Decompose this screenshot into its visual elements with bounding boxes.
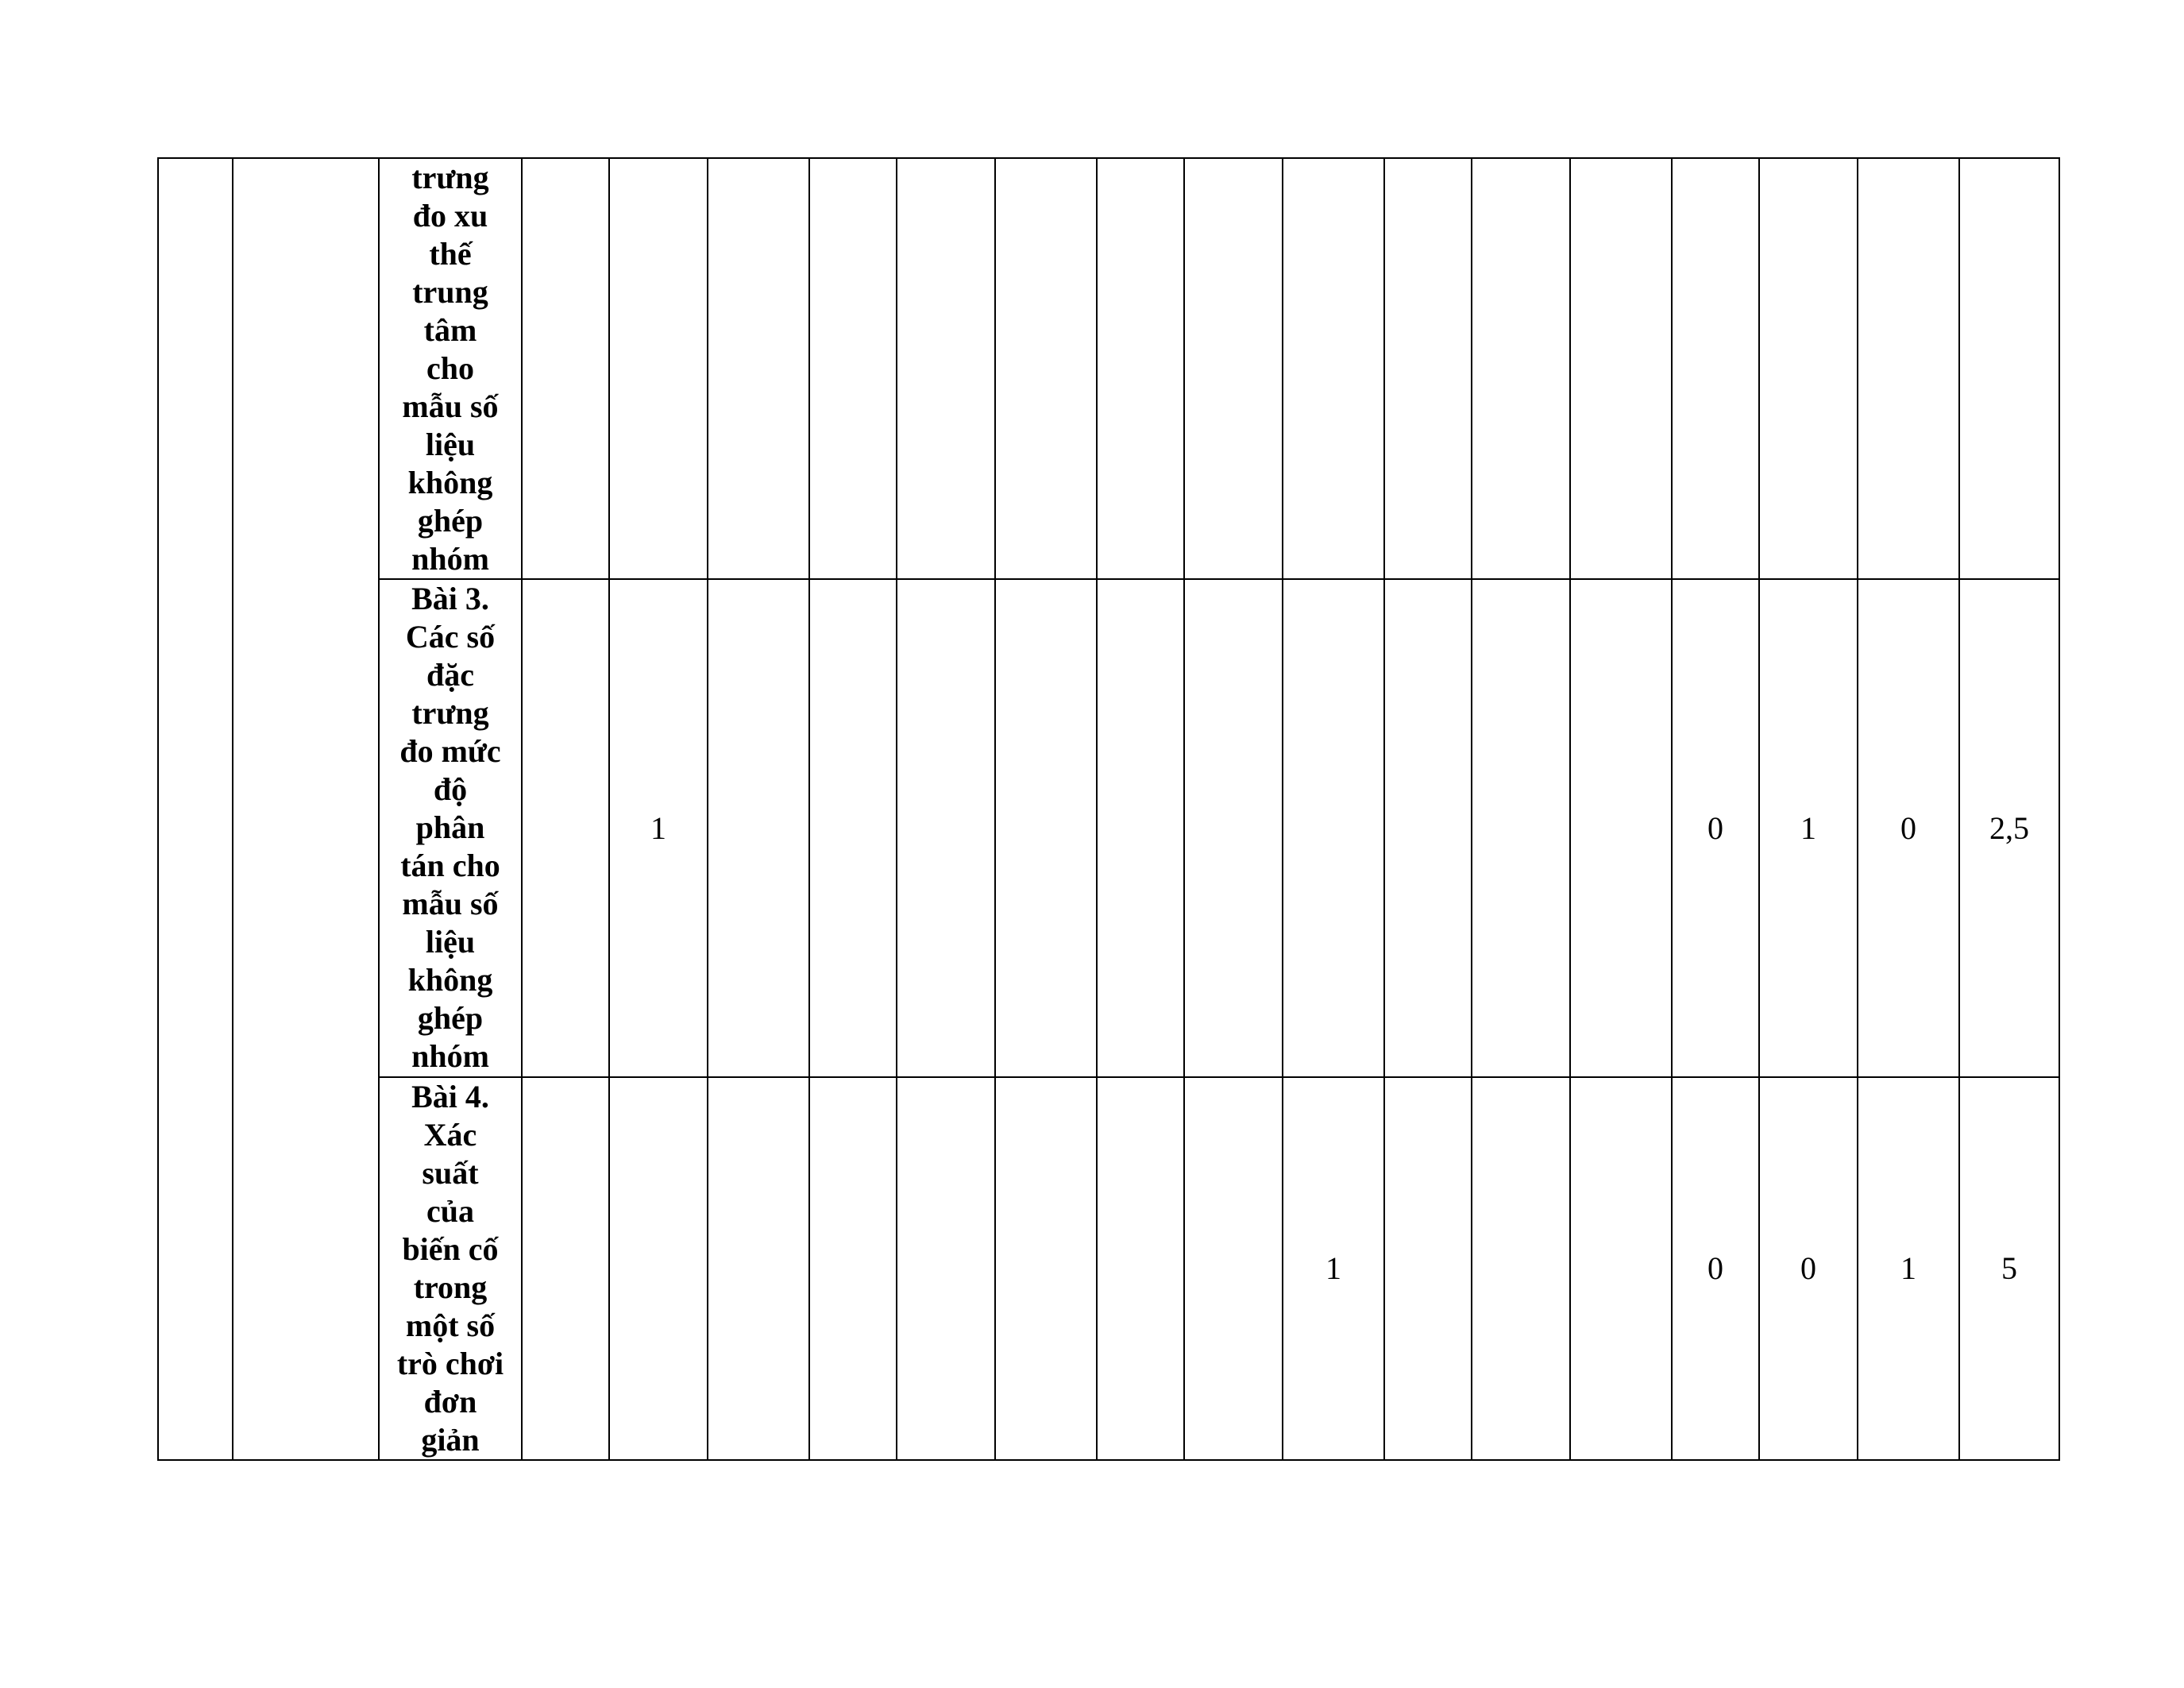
table-cell: 1 [1858,1077,1959,1460]
chapter-cell [233,158,379,1460]
table-cell [809,579,897,1077]
table-cell: 2,5 [1959,579,2059,1077]
table-cell: 0 [1672,579,1759,1077]
table-cell [522,1077,609,1460]
table-cell [1472,158,1570,579]
table-cell [1570,579,1672,1077]
table-cell [1097,579,1184,1077]
table-cell [897,579,995,1077]
table-cell [1959,158,2059,579]
index-cell [158,158,233,1460]
table-cell: 5 [1959,1077,2059,1460]
table-cell [1184,1077,1283,1460]
table-cell [1858,158,1959,579]
table-cell [1570,158,1672,579]
table-cell [708,1077,809,1460]
table-cell [995,579,1097,1077]
table-cell [522,579,609,1077]
table-cell [1570,1077,1672,1460]
table-row [158,1077,2059,1460]
table-cell [1759,158,1858,579]
table-cell [1184,579,1283,1077]
table-cell [609,1077,708,1460]
topic-cell: Bài 3. Các số đặc trưng đo mức độ phân tán cho mẫu số liệu không ghép nhóm [379,579,522,1077]
table-cell [1472,1077,1570,1460]
table-cell [1097,158,1184,579]
table-cell [609,158,708,579]
table-cell: 1 [609,579,708,1077]
table-cell: 0 [1672,1077,1759,1460]
table-cell [995,1077,1097,1460]
table-cell [1672,158,1759,579]
table-row [158,579,2059,1077]
table-cell [995,158,1097,579]
table-cell [809,158,897,579]
table-cell [1384,579,1472,1077]
table-cell [522,158,609,579]
table-cell [1384,158,1472,579]
table-cell: 0 [1858,579,1959,1077]
table-cell [897,1077,995,1460]
table-row [158,158,2059,579]
table-cell [809,1077,897,1460]
topic-cell: trưng đo xu thế trung tâm cho mẫu số liệu không ghép nhóm [379,158,522,579]
table-cell [897,158,995,579]
table-cell: 0 [1759,1077,1858,1460]
table-cell [1283,158,1384,579]
table-cell [708,158,809,579]
table-cell: 1 [1283,1077,1384,1460]
table-cell [1184,158,1283,579]
table-cell [1283,579,1384,1077]
topic-cell: Bài 4. Xác suất của biến cố trong một số trò chơi đơn giản [379,1077,522,1460]
table-cell [708,579,809,1077]
assessment-matrix-table [157,157,2060,1461]
table-cell: 1 [1759,579,1858,1077]
table-cell [1384,1077,1472,1460]
table-cell [1472,579,1570,1077]
table-cell [1097,1077,1184,1460]
